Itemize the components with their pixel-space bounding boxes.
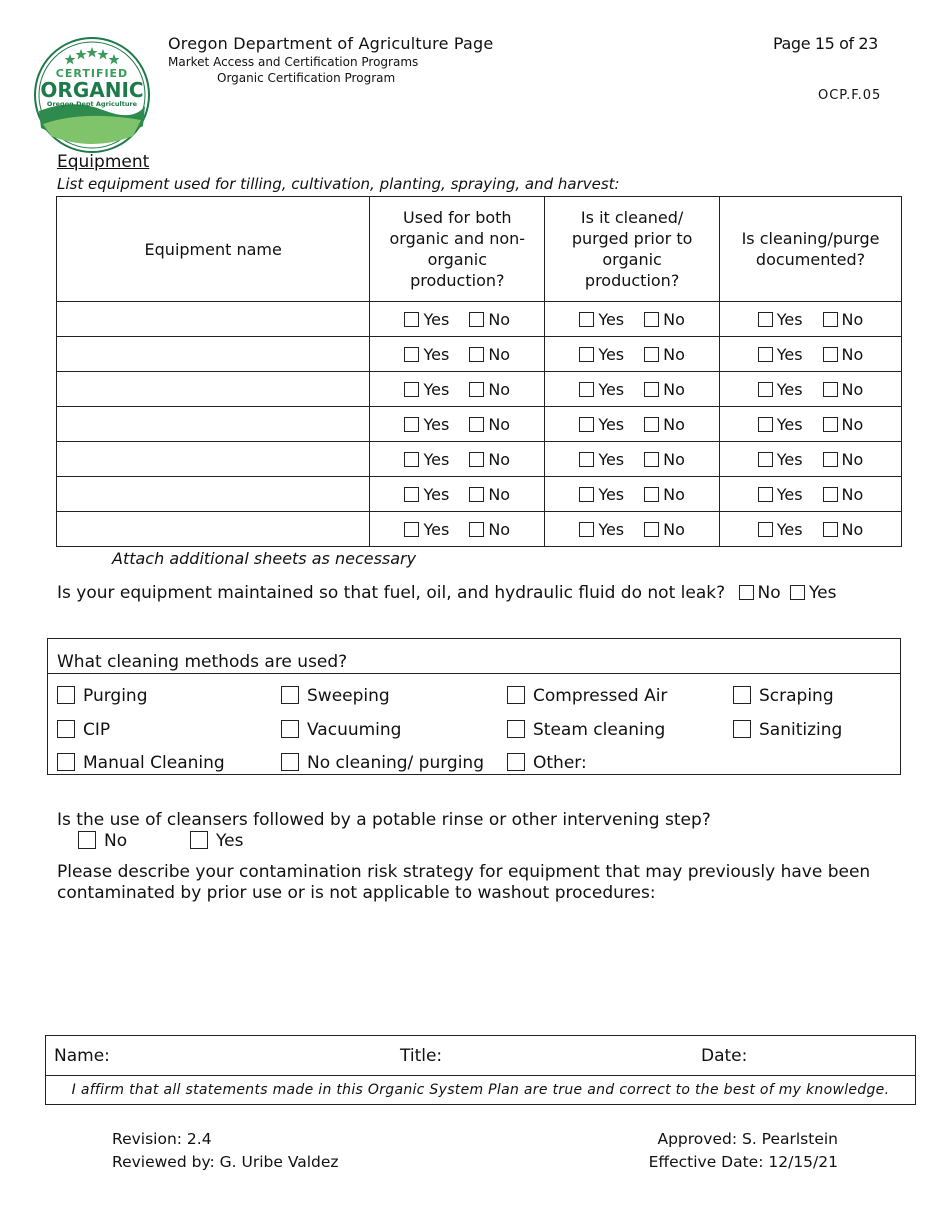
cleaning-option-checkbox[interactable]: [507, 686, 525, 704]
used-both-no-label: No: [488, 484, 511, 504]
used-both-yes-label: Yes: [423, 414, 450, 434]
cleaning-option-label: Purging: [83, 686, 148, 706]
title-field-label[interactable]: Title:: [400, 1046, 443, 1066]
cleaning-option-checkbox[interactable]: [507, 720, 525, 738]
used-both-no-checkbox[interactable]: [469, 382, 484, 397]
cleaned-yes-label: Yes: [598, 519, 625, 539]
header-division: Market Access and Certification Programs: [168, 55, 419, 69]
date-field-label[interactable]: Date:: [701, 1046, 748, 1066]
used-both-yes-label: Yes: [423, 484, 450, 504]
cleaning-option[interactable]: [57, 686, 148, 706]
used-both-cell: [370, 302, 545, 337]
logo-text-agency: Oregon Dept Agriculture: [46, 100, 138, 108]
cleaning-option-label: Sweeping: [307, 686, 390, 706]
leak-no-label: No: [757, 583, 781, 603]
documented-yes-label: Yes: [776, 414, 803, 434]
rinse-yes-option[interactable]: [190, 831, 243, 851]
cleaning-option-label: Manual Cleaning: [83, 753, 225, 773]
cleaned-no-label: No: [663, 414, 685, 434]
cleaning-option-label: No cleaning/ purging: [307, 753, 484, 773]
cleaned-no-label: No: [663, 379, 685, 399]
cleaning-option-label: Compressed Air: [533, 686, 668, 706]
documented-no-label: No: [841, 449, 864, 469]
used-both-yes-checkbox[interactable]: [404, 417, 419, 432]
cleaned-cell: [545, 407, 720, 442]
used-both-cell: [370, 442, 545, 477]
used-both-no-checkbox[interactable]: [469, 312, 484, 327]
cleaned-no-checkbox[interactable]: [644, 382, 659, 397]
used-both-no-checkbox[interactable]: [469, 452, 484, 467]
signature-box: [45, 1035, 916, 1105]
col-equipment-name: Equipment name: [57, 197, 370, 302]
header-program: Organic Certification Program: [217, 71, 396, 85]
documented-cell: [720, 477, 902, 512]
used-both-no-checkbox[interactable]: [469, 347, 484, 362]
table-row: [57, 372, 902, 407]
cleaning-option[interactable]: [733, 720, 842, 740]
cleaning-option[interactable]: [281, 720, 401, 740]
documented-yes-checkbox[interactable]: [758, 487, 773, 502]
documented-no-label: No: [841, 344, 864, 364]
certified-organic-logo: [33, 36, 151, 154]
used-both-yes-label: Yes: [423, 309, 450, 329]
cleaning-option-label: Other:: [533, 753, 587, 773]
contamination-question: Please describe your contamination risk strategy for equipment that may previously have been contaminated by prior use or is not applicable to washout procedures:: [57, 862, 871, 903]
documented-cell: [720, 302, 902, 337]
documented-yes-checkbox[interactable]: [758, 347, 773, 362]
leak-question-text: Is your equipment maintained so that fuel, oil, and hydraulic fluid do not leak?: [57, 583, 726, 603]
documented-cell: [720, 372, 902, 407]
cleaned-no-checkbox[interactable]: [644, 452, 659, 467]
documented-no-label: No: [841, 414, 864, 434]
documented-yes-label: Yes: [776, 484, 803, 504]
used-both-yes-checkbox[interactable]: [404, 347, 419, 362]
cleaned-cell: [545, 337, 720, 372]
cleaning-option-checkbox[interactable]: [733, 720, 751, 738]
cleaned-yes-checkbox[interactable]: [579, 417, 594, 432]
footer-effective: Effective Date: 12/15/21: [648, 1153, 838, 1171]
used-both-cell: [370, 512, 545, 547]
cleaned-no-checkbox[interactable]: [644, 312, 659, 327]
cleaned-cell: [545, 477, 720, 512]
cleaning-option-label: CIP: [83, 720, 111, 740]
used-both-cell: [370, 407, 545, 442]
equipment-name-cell[interactable]: [57, 302, 370, 337]
cleaned-no-label: No: [663, 309, 685, 329]
cleaning-option[interactable]: [507, 720, 665, 740]
documented-yes-checkbox[interactable]: [758, 452, 773, 467]
cleaning-option-checkbox[interactable]: [281, 720, 299, 738]
rinse-no-option[interactable]: [78, 831, 127, 851]
cleaning-option-label: Vacuuming: [307, 720, 402, 740]
cleaning-option[interactable]: [507, 686, 667, 706]
used-both-no-label: No: [488, 449, 511, 469]
name-field-label[interactable]: Name:: [54, 1046, 110, 1066]
used-both-yes-checkbox[interactable]: [404, 382, 419, 397]
documented-no-label: No: [841, 309, 864, 329]
cleaned-cell: [545, 512, 720, 547]
used-both-no-label: No: [488, 414, 511, 434]
documented-yes-checkbox[interactable]: [758, 382, 773, 397]
cleaned-yes-checkbox[interactable]: [579, 522, 594, 537]
rinse-no-checkbox[interactable]: [78, 831, 96, 849]
cleaning-option[interactable]: [281, 753, 484, 773]
affirmation-text: I affirm that all statements made in this Organic System Plan are true and correct to the best of my knowledge.: [71, 1082, 890, 1098]
header-org: Oregon Department of Agriculture Page: [168, 34, 494, 53]
cleaned-yes-checkbox[interactable]: [579, 452, 594, 467]
cleaned-cell: [545, 302, 720, 337]
cleaned-yes-label: Yes: [598, 379, 625, 399]
table-header-row: [57, 197, 902, 302]
documented-no-checkbox[interactable]: [823, 417, 838, 432]
cleaning-option-label: Steam cleaning: [533, 720, 666, 740]
cleaned-yes-checkbox[interactable]: [579, 382, 594, 397]
cleaned-no-label: No: [663, 344, 685, 364]
used-both-cell: [370, 337, 545, 372]
cleaned-no-label: No: [663, 449, 685, 469]
equipment-name-cell[interactable]: [57, 407, 370, 442]
col-documented-label: Is cleaning/purge documented?: [741, 229, 880, 269]
used-both-cell: [370, 477, 545, 512]
equipment-name-cell[interactable]: [57, 372, 370, 407]
cleaning-option-label: Sanitizing: [759, 720, 843, 740]
used-both-no-checkbox[interactable]: [469, 522, 484, 537]
table-row: [57, 477, 902, 512]
table-row: [57, 512, 902, 547]
table-row: [57, 337, 902, 372]
equipment-rows: [57, 302, 902, 547]
documented-no-checkbox[interactable]: [823, 487, 838, 502]
equipment-table: [56, 196, 902, 547]
section-subtitle: List equipment used for tilling, cultivation, planting, spraying, and harvest:: [57, 175, 620, 193]
used-both-yes-checkbox[interactable]: [404, 312, 419, 327]
documented-cell: [720, 442, 902, 477]
cleaned-no-checkbox[interactable]: [644, 487, 659, 502]
cleaning-option[interactable]: [57, 720, 110, 740]
section-title: Equipment: [57, 152, 150, 172]
documented-yes-label: Yes: [776, 344, 803, 364]
leak-yes-checkbox[interactable]: [790, 585, 805, 600]
documented-cell: [720, 512, 902, 547]
cleaned-yes-label: Yes: [598, 344, 625, 364]
cleaned-yes-checkbox[interactable]: [579, 487, 594, 502]
footer-revision: Revision: 2.4: [112, 1130, 212, 1148]
cleaned-yes-label: Yes: [598, 449, 625, 469]
signature-row: [46, 1036, 915, 1076]
documented-no-checkbox[interactable]: [823, 312, 838, 327]
cleaned-no-label: No: [663, 519, 685, 539]
used-both-yes-checkbox[interactable]: [404, 452, 419, 467]
cleaning-option-checkbox[interactable]: [733, 686, 751, 704]
used-both-no-label: No: [488, 519, 511, 539]
documented-cell: [720, 407, 902, 442]
used-both-yes-label: Yes: [423, 379, 450, 399]
documented-yes-checkbox[interactable]: [758, 417, 773, 432]
leak-yes-label: Yes: [809, 583, 837, 603]
page-number: Page 15 of 23: [773, 34, 878, 53]
col-used-both: [370, 197, 545, 302]
col-documented: [720, 197, 902, 302]
cleaned-yes-label: Yes: [598, 414, 625, 434]
cleaning-methods-question: What cleaning methods are used?: [57, 652, 348, 672]
cleaning-methods-header: [48, 639, 900, 674]
used-both-no-label: No: [488, 309, 511, 329]
attach-note: Attach additional sheets as necessary: [112, 549, 417, 568]
cleaning-option-checkbox[interactable]: [57, 686, 75, 704]
used-both-yes-label: Yes: [423, 344, 450, 364]
equipment-name-cell[interactable]: [57, 442, 370, 477]
used-both-no-label: No: [488, 344, 511, 364]
cleaning-option-checkbox[interactable]: [57, 720, 75, 738]
table-row: [57, 442, 902, 477]
cleaned-no-checkbox[interactable]: [644, 522, 659, 537]
documented-yes-label: Yes: [776, 309, 803, 329]
documented-no-label: No: [841, 484, 864, 504]
used-both-cell: [370, 372, 545, 407]
used-both-no-label: No: [488, 379, 511, 399]
cleaned-no-label: No: [663, 484, 685, 504]
documented-no-label: No: [841, 519, 864, 539]
cleaning-option[interactable]: [507, 753, 587, 773]
cleaning-option[interactable]: [281, 686, 390, 706]
col-cleaned: [545, 197, 720, 302]
cleaned-yes-label: Yes: [598, 309, 625, 329]
used-both-yes-checkbox[interactable]: [404, 487, 419, 502]
documented-yes-checkbox[interactable]: [758, 312, 773, 327]
documented-no-checkbox[interactable]: [823, 522, 838, 537]
documented-no-label: No: [841, 379, 864, 399]
footer-reviewed: Reviewed by: G. Uribe Valdez: [112, 1153, 339, 1171]
cleaned-no-checkbox[interactable]: [644, 417, 659, 432]
leak-no-checkbox[interactable]: [739, 585, 754, 600]
cleaned-cell: [545, 372, 720, 407]
cleaning-option-checkbox[interactable]: [57, 753, 75, 771]
documented-yes-label: Yes: [776, 379, 803, 399]
cleaning-option[interactable]: [733, 686, 834, 706]
cleaning-option-checkbox[interactable]: [281, 686, 299, 704]
equipment-name-cell[interactable]: [57, 477, 370, 512]
col-used-both-label: Used for both organic and non-organic production?: [389, 208, 526, 290]
equipment-name-cell[interactable]: [57, 512, 370, 547]
used-both-yes-label: Yes: [423, 519, 450, 539]
footer-approved: Approved: S. Pearlstein: [657, 1130, 838, 1148]
documented-yes-checkbox[interactable]: [758, 522, 773, 537]
cleaning-option[interactable]: [57, 753, 225, 773]
logo-text-certified: CERTIFIED: [55, 67, 129, 80]
documented-no-checkbox[interactable]: [823, 347, 838, 362]
rinse-question: Is the use of cleansers followed by a potable rinse or other intervening step?: [57, 810, 711, 830]
logo-text-organic: ORGANIC: [40, 78, 144, 102]
cleaning-methods-box: [47, 638, 901, 775]
cleaned-no-checkbox[interactable]: [644, 347, 659, 362]
documented-no-checkbox[interactable]: [823, 382, 838, 397]
documented-no-checkbox[interactable]: [823, 452, 838, 467]
leak-question: [57, 583, 837, 603]
cleaned-yes-label: Yes: [598, 484, 625, 504]
documented-yes-label: Yes: [776, 519, 803, 539]
cleaning-option-label: Scraping: [759, 686, 834, 706]
documented-yes-label: Yes: [776, 449, 803, 469]
cleaning-option-checkbox[interactable]: [281, 753, 299, 771]
table-row: [57, 302, 902, 337]
cleaned-yes-checkbox[interactable]: [579, 347, 594, 362]
used-both-no-checkbox[interactable]: [469, 487, 484, 502]
rinse-yes-label: Yes: [216, 831, 244, 851]
cleaned-cell: [545, 442, 720, 477]
rinse-yes-checkbox[interactable]: [190, 831, 208, 849]
cleaning-option-checkbox[interactable]: [507, 753, 525, 771]
equipment-name-cell[interactable]: [57, 337, 370, 372]
cleaned-yes-checkbox[interactable]: [579, 312, 594, 327]
table-row: [57, 407, 902, 442]
used-both-yes-checkbox[interactable]: [404, 522, 419, 537]
form-id: OCP.F.05: [818, 88, 882, 103]
used-both-yes-label: Yes: [423, 449, 450, 469]
col-cleaned-label: Is it cleaned/ purged prior to organic production?: [571, 208, 693, 290]
documented-cell: [720, 337, 902, 372]
used-both-no-checkbox[interactable]: [469, 417, 484, 432]
rinse-no-label: No: [104, 831, 128, 851]
